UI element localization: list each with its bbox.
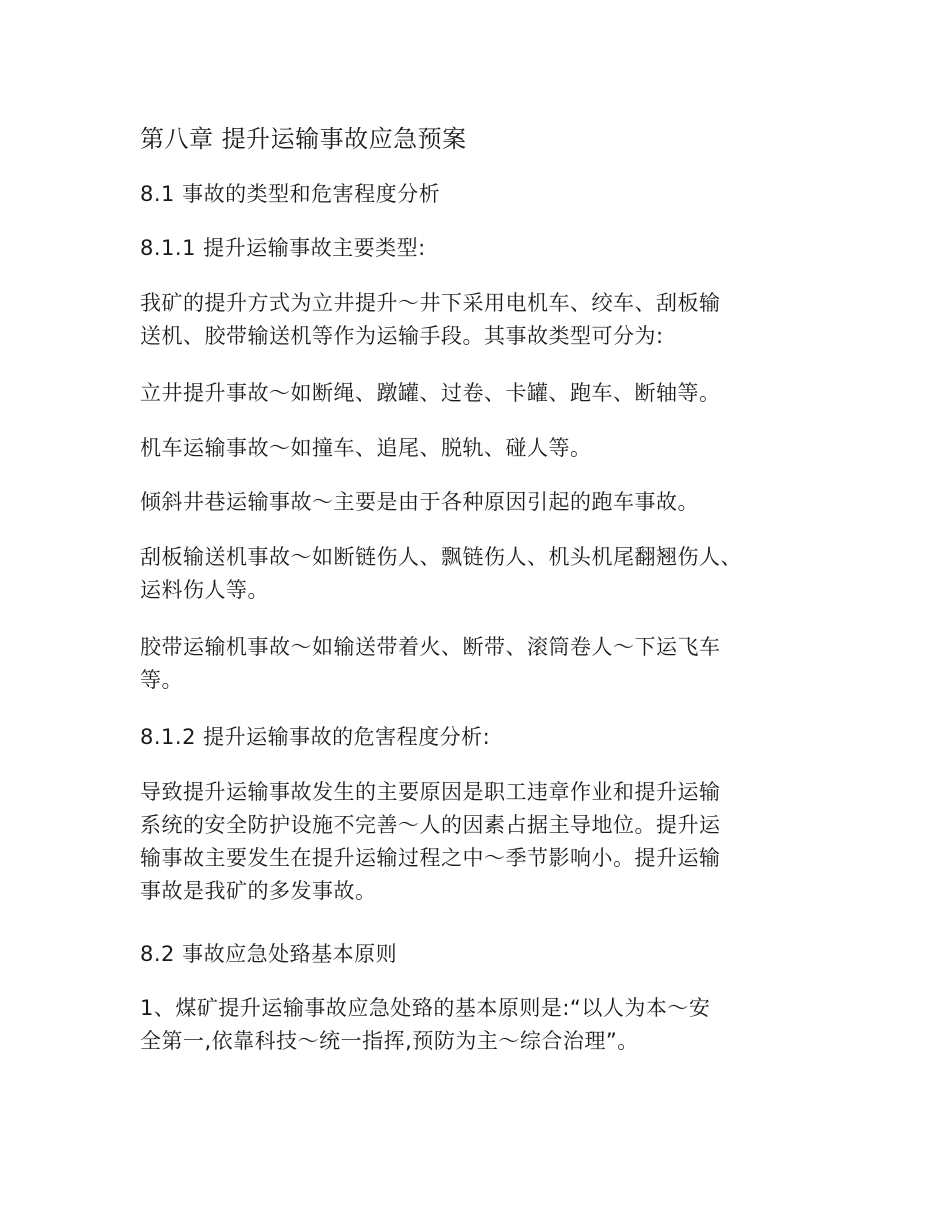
accident-type-scraper [140,541,810,607]
section-heading-8-2: 8.2 事故应急处臵基本原则 [140,942,398,966]
paragraph-line: 胶带运输机事故～如输送带着火、断带、滚筒卷人～下运飞车 [140,635,721,659]
accident-type-incline: 倾斜井巷运输事故～主要是由于各种原因引起的跑车事故。 [140,490,699,514]
paragraph-line: 刮板输送机事故～如断链伤人、飘链伤人、机头机尾翻翘伤人、 [140,545,742,569]
accident-type-shaft: 立井提升事故～如断绳、蹾罐、过卷、卡罐、跑车、断轴等。 [140,381,721,405]
paragraph-line: 系统的安全防护设施不完善～人的因素占据主导地位。提升运 [140,813,721,837]
paragraph-line: 输事故主要发生在提升运输过程之中～季节影响小。提升运输 [140,846,721,870]
paragraph-line: 送机、胶带输送机等作为运输手段。其事故类型可分为: [140,324,664,348]
paragraph-line: 我矿的提升方式为立井提升～井下采用电机车、绞车、刮板输 [140,291,721,315]
section-heading-8-1-1: 8.1.1 提升运输事故主要类型: [140,236,426,260]
principle-paragraph [140,992,810,1058]
paragraph-line: 运料伤人等。 [140,578,269,602]
section-heading-8-1: 8.1 事故的类型和危害程度分析 [140,182,441,206]
analysis-paragraph [140,776,810,908]
paragraph-line: 全第一,依靠科技～统一指挥,预防为主～综合治理”。 [140,1029,639,1053]
paragraph-line: 等。 [140,668,183,692]
accident-type-locomotive: 机车运输事故～如撞车、追尾、脱轨、碰人等。 [140,436,592,460]
section-heading-8-1-2: 8.1.2 提升运输事故的危害程度分析: [140,725,491,749]
chapter-title: 第八章 提升运输事故应急预案 [140,125,467,153]
intro-paragraph [140,287,810,353]
paragraph-line: 导致提升运输事故发生的主要原因是职工违章作业和提升运输 [140,780,721,804]
accident-type-belt [140,631,810,697]
paragraph-line: 1、煤矿提升运输事故应急处臵的基本原则是:“以人为本～安 [140,996,711,1020]
paragraph-line: 事故是我矿的多发事故。 [140,879,377,903]
